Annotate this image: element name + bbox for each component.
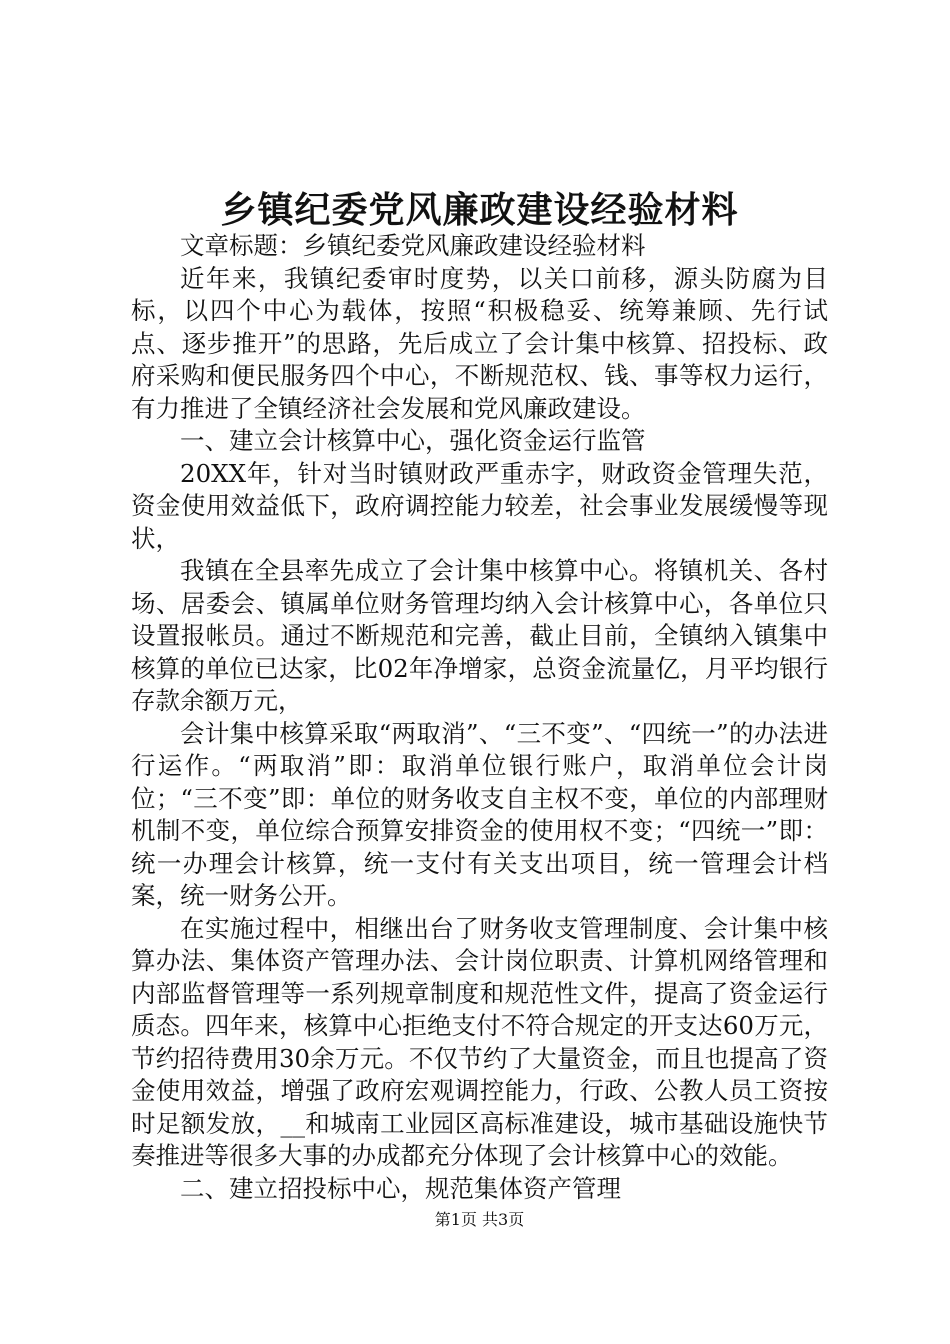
- paragraph-implementation: 在实施过程中，相继出台了财务收支管理制度、会计集中核算办法、集体资产管理办法、会计岗位职责、计算机网络管理和内部监督管理等一系列规章制度和规范性文件，提高了资金运行质态。四年来，核算中心拒绝支付不符合规定的开支达60万元，节约招待费用30余万元。不仅节约了大量资金，而且也提高了资金使用效益，增强了政府宏观调控能力，行政、公教人员工资按时足额发放，__和城南工业园区高标准建设，城市基础设施快节奏推进等很多大事的办成都充分体现了会计核算中心的效能。: [131, 913, 828, 1170]
- section-heading-2: 二、建立招投标中心，规范集体资产管理: [180, 1173, 621, 1203]
- document-body: [131, 230, 828, 1205]
- document-title: 乡镇纪委党风廉政建设经验材料: [220, 189, 739, 231]
- page-footer: 第1页 共3页: [434, 1210, 525, 1229]
- section-heading-1: 一、建立会计核算中心，强化资金运行监管: [180, 426, 646, 455]
- paragraph-center-setup: 我镇在全县率先成立了会计集中核算中心。将镇机关、各村场、居委会、镇属单位财务管理均纳入会计核算中心，各单位只设置报帐员。通过不断规范和完善，截止目前，全镇纳入镇集中核算的单位已达家，比02年净增家，总资金流量亿，月平均银行存款余额万元，: [131, 556, 828, 715]
- document-page: [131, 0, 828, 1344]
- paragraph-intro: 近年来，我镇纪委审时度势，以关口前移，源头防腐为目标，以四个中心为载体，按照“积极稳妥、统筹兼顾、先行试点、逐步推开”的思路，先后成立了会计集中核算、招投标、政府采购和便民服务四个中心，不断规范权、钱、事等权力运行，有力推进了全镇经济社会发展和党风廉政建设。: [131, 263, 828, 423]
- paragraph-method: 会计集中核算采取“两取消”、“三不变”、“四统一”的办法进行运作。“两取消”即：取消单位银行账户，取消单位会计岗位；“三不变”即：单位的财务收支自主权不变，单位的内部理财机制不变，单位综合预算安排资金的使用权不变；“四统一”即：统一办理会计核算，统一支付有关支出项目，统一管理会计档案，统一财务公开。: [131, 718, 828, 910]
- paragraph-article-title: 文章标题：乡镇纪委党风廉政建设经验材料: [180, 231, 646, 260]
- paragraph-background: 20XX年，针对当时镇财政严重赤字，财政资金管理失范，资金使用效益低下，政府调控能力较差，社会事业发展缓慢等现状，: [131, 458, 828, 553]
